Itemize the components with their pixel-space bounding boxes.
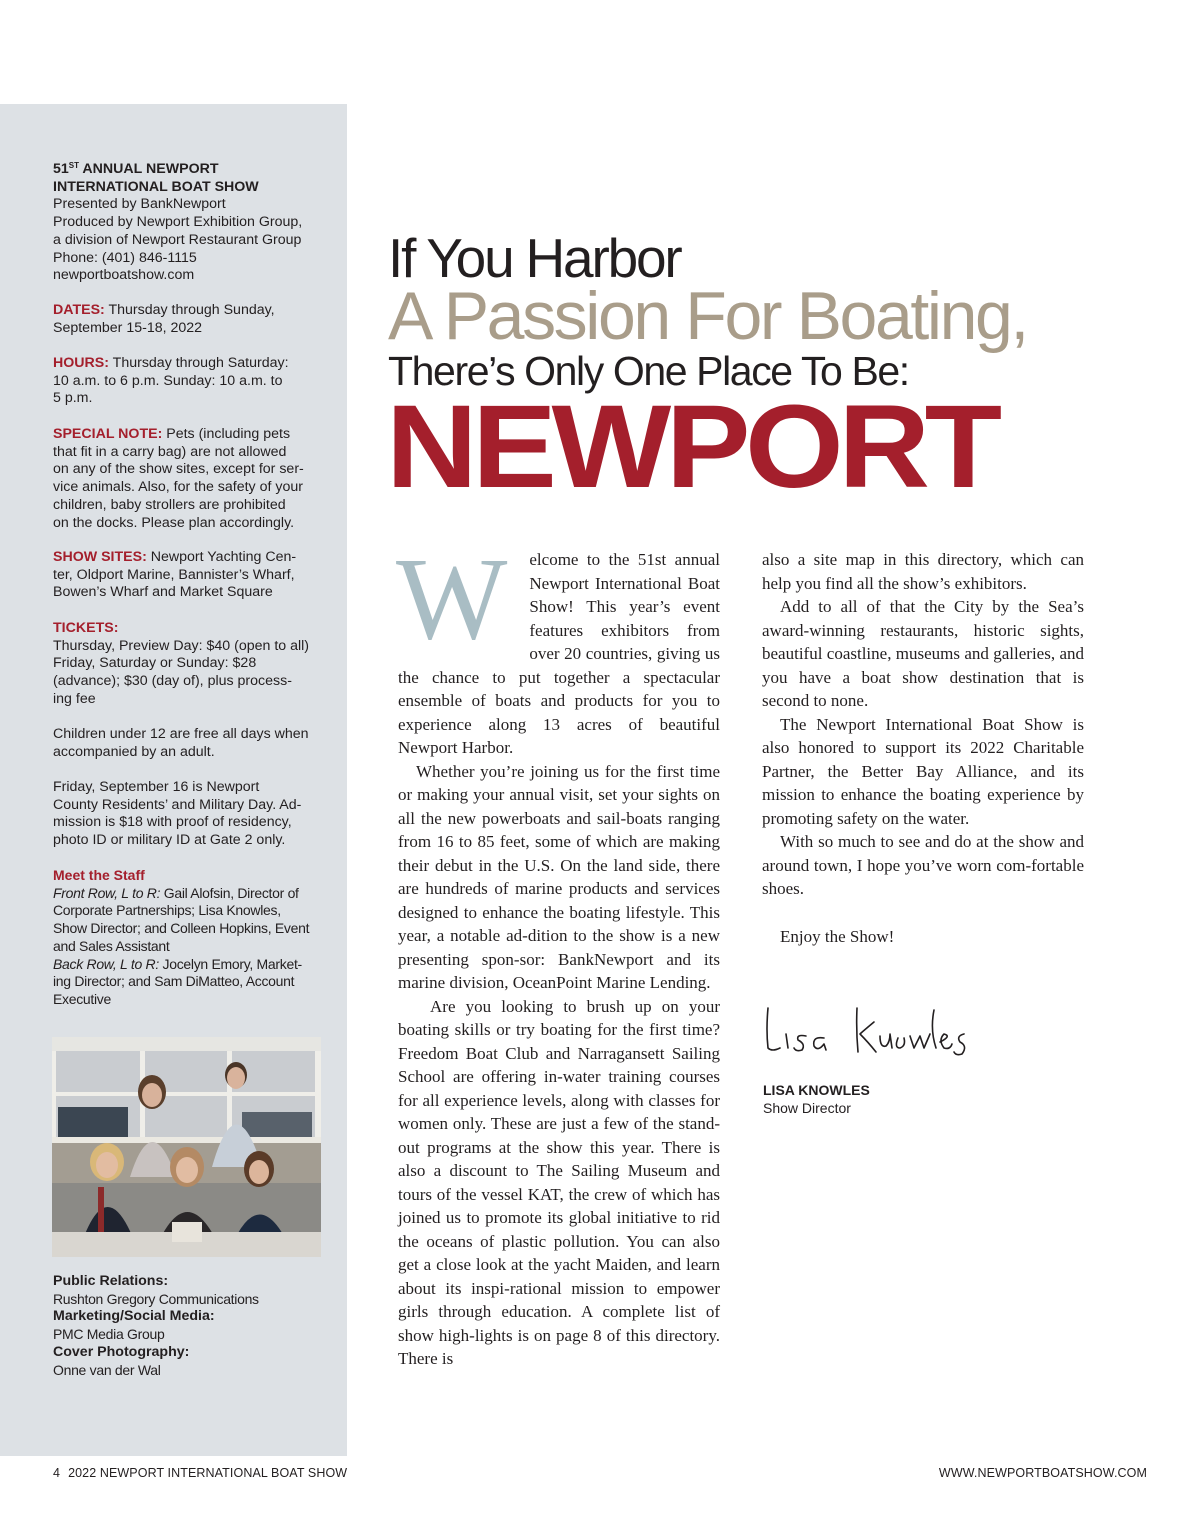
produced-by-2: a division of Newport Restaurant Group — [53, 231, 302, 248]
tickets-block: TICKETS: Thursday, Preview Day: $40 (open to all) Friday, Saturday or Sunday: $28 (advance); $30 (day of), plus process- ing fee — [53, 620, 325, 709]
footer-left — [53, 1466, 347, 1480]
drop-cap: W — [396, 533, 508, 664]
special-note-label: SPECIAL NOTE: — [53, 426, 163, 442]
hours-block: HOURS: Thursday through Saturday: 10 a.m. to 6 p.m. Sunday: 10 a.m. to 5 p.m. — [53, 355, 289, 407]
show-sites-label: SHOW SITES: — [53, 549, 147, 565]
headline-newport: NEWPORT — [386, 381, 997, 513]
article-column-1: W elcome to the 51st annual Newport International Boat Show! This year’s event features exhibitors from over 20 countries, giving us the chance to put together a spectacular ensemble of boats and products for you to experience along 13 acres of beautiful Newport Harbor. Whether you’re joining us for the first time or making your annual visit, set your sights on all the new powerboats and sail-boats ranging from 16 to 85 feet, some of which are making their debut in the U.S. On the land side, there are hundreds of marine products and services designed to enhance the boating lifestyle. This year, a notable ad-dition to the show is a new presenting spon-sor: BankNewport and its marine division, OceanPoint Marine Lending. Are you looking to brush up on your boating skills or try boating for the first time? Freedom Boat Club and Narragansett Sailing School are offering in-water training courses for all experience levels, along with classes for women only. These are just a few of the stand-out programs at the show this year. There is also a discount to The Sailing Museum and tours of the vessel KAT, the crew of which has joined us to promote its global initiative to rid the oceans of plastic pollution. You can also get a close look at the yacht Maiden, and learn about its inspi-rational mission to empower girls through education. A complete list of show high-lights is on page 8 of this directory. There is — [396, 533, 721, 1368]
dates-label: DATES: — [53, 302, 105, 318]
show-title-line2: INTERNATIONAL BOAT SHOW — [53, 178, 259, 195]
signer-name: LISA KNOWLES — [763, 1082, 870, 1098]
phone: Phone: (401) 846-1115 — [53, 249, 197, 266]
signer-title: Show Director — [763, 1100, 851, 1116]
children-block: Children under 12 are free all days when accompanied by an adult. — [53, 726, 309, 760]
article-column-2: also a site map in this directory, which can help you find all the show’s exhibitors. Add to all of that the City by the Sea’s award-winning restaurants, historic sights, beautiful coastline, museums and galleries, and you have a boat show destination that is second to none. The Newport International Boat Show is also honored to support its 2022 Charitable Partner, the Better Bay Alliance, and its mission to enhance the boating experience by promoting safety on the water. With so much to see and do at the show and around town, I hope you’ve worn com-fortable shoes. Enjoy the Show! — [762, 548, 1084, 948]
footer-publication: 2022 NEWPORT INTERNATIONAL BOAT SHOW — [68, 1466, 348, 1480]
headline-line3: There’s Only One Place To Be: — [388, 348, 909, 394]
staff-photo-image — [52, 1037, 321, 1257]
show-title: 51ST ANNUAL NEWPORT — [53, 161, 219, 177]
produced-by: Produced by Newport Exhibition Group, — [53, 214, 303, 231]
presented-by: Presented by BankNewport — [53, 196, 226, 213]
signature-block — [763, 1081, 870, 1117]
military-day-block: Friday, September 16 is Newport County Residents’ and Military Day. Ad- mission is $18 with proof of residency, photo ID or military ID at Gate 2 only. — [53, 779, 302, 849]
page-number: 4 — [53, 1466, 61, 1480]
meet-the-staff-block: Meet the Staff Front Row, L to R: Gail Alofsin, Director of Corporate Partnerships; Lisa Knowles, Show Director; and Colleen Hopkins, Event and Sales Assistant Back Row, L to R: Jocelyn Emory, Market- ing Director; and Sam DiMatteo, Account Executive — [53, 867, 325, 1009]
credits-block: Public Relations: Rushton Gregory Communications Marketing/Social Media: PMC Media Group Cover Photography: Onne van der Wal — [53, 1273, 325, 1379]
special-note-block: SPECIAL NOTE: Pets (including pets that fit in a carry bag) are not allowed on any of the show sites, except for ser- vice animals. Also, for the safety of your children, baby strollers are prohibited on the docks. Please plan accordingly. — [53, 426, 304, 531]
closing-line: Enjoy the Show! — [780, 926, 895, 946]
cover-photo-label: Cover Photography: — [53, 1343, 190, 1360]
marketing-label: Marketing/Social Media: — [53, 1308, 215, 1325]
tickets-label: TICKETS: — [53, 620, 119, 636]
headline-line1: If You Harbor — [388, 227, 681, 289]
show-info-block — [53, 161, 325, 285]
hours-label: HOURS: — [53, 355, 109, 371]
dates-block: DATES: Thursday through Sunday, September 15-18, 2022 — [53, 302, 275, 336]
meet-the-staff-heading: Meet the Staff — [53, 867, 145, 883]
show-sites-block: SHOW SITES: Newport Yachting Cen- ter, Oldport Marine, Bannister’s Wharf, Bowen’s Wharf and Market Square — [53, 549, 297, 601]
headline-line2: A Passion For Boating, — [388, 278, 1027, 354]
signature-image — [762, 1000, 972, 1070]
staff-photo — [52, 1037, 321, 1257]
pr-label: Public Relations: — [53, 1273, 169, 1289]
footer-website[interactable]: WWW.NEWPORTBOATSHOW.COM — [938, 1466, 1147, 1480]
website[interactable]: newportboatshow.com — [53, 267, 195, 284]
